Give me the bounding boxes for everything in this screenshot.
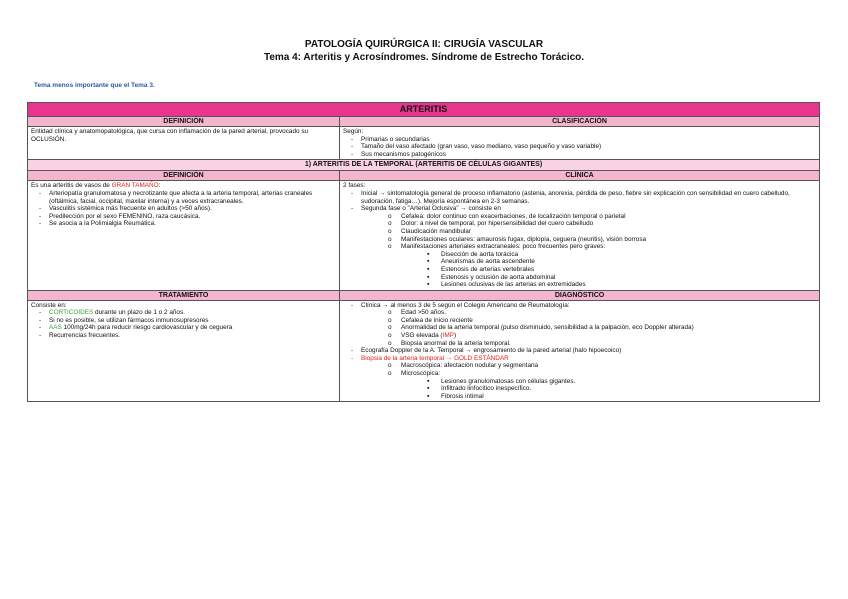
list-item: o VSG elevada (IMP) — [343, 332, 816, 340]
list-item: o Manifestaciones arteriales extracraneales: poco frecuentes pero graves: — [343, 243, 816, 251]
list-item: - Segunda fase o "Arterial Oclusiva" → consiste en — [343, 205, 816, 213]
definicion2-list — [31, 190, 336, 228]
list-item: o Macroscópica: afectación nodular y segmentaria — [343, 362, 816, 370]
clasificacion-header: CLASIFICACIÓN — [340, 117, 820, 127]
list-item: o Manifestaciones oculares: amaurosis fugax, diplopía, ceguera (neuritis), visión borrosa — [343, 236, 816, 244]
list-item: - CORTICOIDES durante un plazo de 1 o 2 años. — [31, 309, 336, 317]
list-item: ▪ Lesiones granulomatosas con células gigantes. — [343, 378, 816, 386]
list-item: - Recurrencias frecuentes. — [31, 332, 336, 340]
tratamiento-header: TRATAMIENTO — [28, 290, 340, 300]
document-subtitle: Tema 4: Arteritis y Acrosíndromes. Síndrome de Estrecho Torácico. — [263, 52, 585, 63]
definicion-cell — [28, 127, 340, 160]
definicion-header: DEFINICIÓN — [28, 117, 340, 127]
list-item: - Predilección por el sexo FEMENINO, raza caucásica. — [31, 213, 336, 221]
list-item: o Cefalea de inicio reciente — [343, 317, 816, 325]
list-item: o Dolor: a nivel de temporal, por hipersensibilidad del cuero cabelludo — [343, 220, 816, 228]
clasificacion-intro: Según: — [343, 128, 364, 135]
list-item: - Biopsia de la arteria temporal → GOLD ESTÁNDAR — [343, 355, 816, 363]
list-item: o Edad >50 años. — [343, 309, 816, 317]
list-item: - Vasculitis sistémica más frecuente en adultos (>50 años). — [31, 205, 336, 213]
list-item: - Clínica → al menos 3 de 5 según el Colegio Americano de Reumatología: — [343, 302, 816, 310]
arteritis-header: ARTERITIS — [28, 103, 820, 117]
clasificacion-list — [343, 136, 816, 159]
section1-header: 1) ARTERITIS DE LA TEMPORAL (ARTERITIS DE CÉLULAS GIGANTES) — [28, 160, 820, 171]
list-item: - Tamaño del vaso afectado (gran vaso, vaso mediano, vaso pequeño y vaso variable) — [343, 143, 816, 151]
list-item: - Si no es posible, se utilizan fármacos inmunosupresores — [31, 317, 336, 325]
list-item: ▪ Disección de aorta torácica — [343, 251, 816, 259]
imp-label: IMP — [442, 332, 454, 340]
list-item: o Claudicación mandibular — [343, 228, 816, 236]
definicion2-intro: Es una arteritis de vasos de GRAN TAMAÑO: — [31, 182, 161, 190]
list-item: o Cefalea: dolor continuo con exacerbaciones, de localización temporal o parietal — [343, 213, 816, 221]
clinica-cell — [340, 181, 820, 290]
list-item: ▪ Estenosis de arterias vertebrales — [343, 266, 816, 274]
list-item: - Inicial → sintomatología general de proceso inflamatorio (astenia, anorexia, pérdida de peso, fiebre sin explicación con sensibilidad en cuero cabelludo, sudoración, fatiga…). Mejoría espontánea en 2-3 semanas. — [343, 190, 816, 205]
list-item: o Microscópica: — [343, 370, 816, 378]
clinica-intro: 2 fases: — [343, 182, 366, 190]
tratamiento-intro: Consiste en: — [31, 301, 67, 309]
definicion-text: Entidad clínica y anatomopatológica, que cursa con inflamación de la pared arterial, provocado su — [31, 128, 309, 135]
definicion-oclusion: OCLUSIÓN. — [31, 135, 67, 143]
tratamiento-list — [31, 309, 336, 339]
list-item: ▪ Fibrosis intimal — [343, 393, 816, 401]
corticoides: CORTICOIDES — [49, 309, 94, 317]
clasificacion-cell — [340, 127, 820, 160]
list-item: ▪ Aneurismas de aorta ascendente — [343, 258, 816, 266]
list-item: - Se asocia a la Polimialgia Reumática. — [31, 220, 336, 228]
clinica-header: CLÍNICA — [340, 171, 820, 181]
definicion2-header: DEFINICIÓN — [28, 171, 340, 181]
list-item: ▪ Estenosis y oclusión de aorta abdominal — [343, 274, 816, 282]
arteritis-table — [27, 102, 820, 402]
importance-note: Tema menos importante que el Tema 3. — [34, 82, 155, 89]
list-item: - Arteriopatía granulomatosa y necrotizante que afecta a la arteria temporal, arterias craneales (oftálmica, facial, occipital, maxilar interna) y a veces extracraneales. — [31, 190, 336, 205]
diagnostico-cell — [340, 300, 820, 402]
list-item: o Anormalidad de la arteria temporal (pulso disminuido, sensibilidad a la palpación, eco Doppler alterada) — [343, 324, 816, 332]
clinica-list — [343, 190, 816, 289]
tratamiento-cell — [28, 300, 340, 402]
list-item: - AAS 100mg/24h para reducir riesgo cardiovascular y de ceguera — [31, 324, 336, 332]
diagnostico-list — [343, 302, 816, 401]
gran-tamano: GRAN TAMAÑO — [111, 182, 159, 190]
aas: AAS — [49, 324, 62, 332]
list-item: ▪ Infiltrado linfocítico inespecífico. — [343, 385, 816, 393]
diagnostico-header: DIAGNÓSTICO — [340, 290, 820, 300]
list-item: - Sus mecanismos patogénicos — [343, 151, 816, 159]
definicion2-cell — [28, 181, 340, 290]
list-item: ▪ Lesiones oclusivas de las arterias en extremidades — [343, 281, 816, 289]
document-title: PATOLOGÍA QUIRÚRGICA II: CIRUGÍA VASCULAR — [304, 39, 544, 50]
list-item: - Ecografía Doppler de la A. Temporal → engrosamiento de la pared arterial (halo hipoecoico) — [343, 347, 816, 355]
list-item: o Biopsia anormal de la arteria temporal. — [343, 340, 816, 348]
list-item: - Primarias o secundarias — [343, 136, 816, 144]
